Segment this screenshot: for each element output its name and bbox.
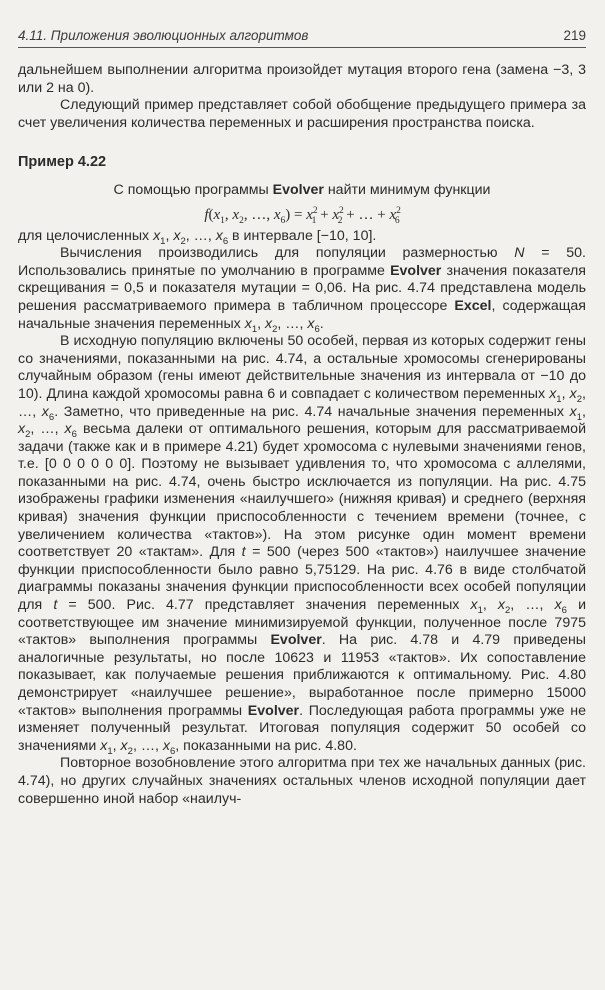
page-body xyxy=(18,62,586,808)
paragraph-settings: Вычисления производились для популяции размерностью N = 50. Использовались принятые по умолчанию в программе Evolver значения показателя скрещивания = 0,5 и показателя мутации = 0,06. На рис. 4.74 представлена модель решения рассматриваемого примера в табличном процессоре Excel, содержащая начальные значения переменных $x_1$, $x_2$, …, $x_6$. xyxy=(18,245,586,335)
paragraph-intro: Следующий пример представляет собой обобщение предыдущего примера за счет увеличения количества переменных и расширения пространства поиска. xyxy=(18,97,586,131)
book-page xyxy=(18,28,586,808)
example-heading: Пример 4.22 xyxy=(18,154,107,171)
paragraph-continuation: дальнейшем выполнении алгоритма произойдет мутация второго гена (замена −3, 3 или 2 на 0). xyxy=(18,62,586,96)
section-title: 4.11. Приложения эволюционных алгоритмов xyxy=(18,28,309,43)
page-number: 219 xyxy=(563,28,586,43)
paragraph-domain: для целочисленных $x_1$, $x_2$, …, $x_6$ в интервале [−10, 10]. xyxy=(18,227,377,247)
objective-formula: $f(x_1$, $x_2$, …, $x_6) = x^2_1 + x^2_2$ + … + $x^2_6$ xyxy=(204,205,401,226)
example-task: С помощью программы Evolver найти минимум функции xyxy=(113,181,491,198)
paragraph-restart: Повторное возобновление этого алгоритма при тех же начальных данных (рис. 4.74), но других случайных значениях остальных членов исходной популяции дает совершенно иной набор «наилуч- xyxy=(18,755,586,807)
paragraph-results: В исходную популяцию включены 50 особей, первая из которых содержит гены со значениями, показанными на рис. 4.74, а остальные хромосомы сгенерированы случайным образом (гены имеют действительные значения из интервала от −10 до 10). Длина каждой хромосомы равна 6 и совпадает с количеством переменных $x_1$, $x_2$, …, $x_6$. Заметно, что приведенные на рис. 4.74 начальные значения переменных $x_1$, $x_2$, …, $x_6$ весьма далеки от оптимального решения, которым для рассматриваемой задачи (также как и в примере 4.21) будет хромосома с нулевыми значениями генов, т.е. [0 0 0 0 0 0]. Поэтому не вызывает удивления то, что хромосома с аллелями, показанными на рис. 4.74, очень быстро исключается из популяции. На рис. 4.75 изображены графики изменения «наилучшего» (нижняя кривая) и среднего (верхняя кривая) значения функции приспособленности с течением времени (точнее, с увеличением количества «тактов»). На этом рисунке один момент времени соответствует 20 «тактам». Для t = 500 (через 500 «тактов») наилучшее значение функции приспособленности было равно 5,75129. На рис. 4.76 в виде столбчатой диаграммы показаны значения функции приспособленности всех особей популяции для t = 500. Рис. 4.77 представляет значения переменных $x_1$, $x_2$, …, $x_6$ и соответствующее им значение минимизируемой функции, полученное после 7975 «тактов» выполнения программы Evolver. На рис. 4.78 и 4.79 приведены аналогичные результаты, но после 10623 и 11953 «тактов». Их сопоставление показывает, как получаемые решения приближаются к оптимальному. Рис. 4.80 демонстрирует «наилучшее решение», выработанное после примерно 15000 «тактов» выполнения программы Evolver. Последующая работа программы уже не изменяет полученный результат. Итоговая популяция содержит 50 особей со значениями $x_1$, $x_2$, …, $x_6$, показанными на рис. 4.80. xyxy=(18,333,586,757)
running-header xyxy=(18,28,586,48)
program-name: Evolver xyxy=(272,181,324,198)
